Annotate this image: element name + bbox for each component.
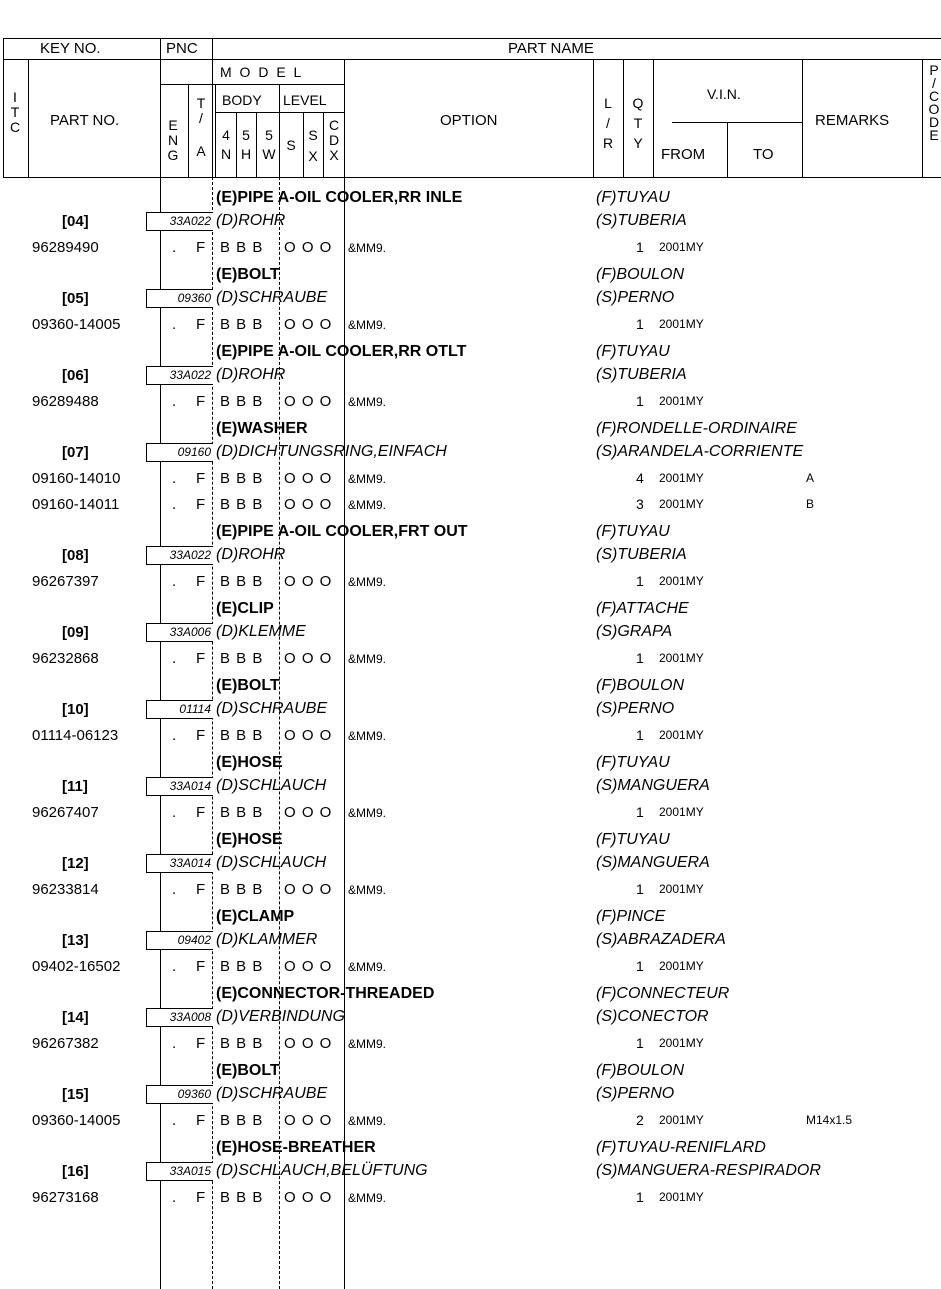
german-name: (D)SCHLAUCH xyxy=(216,776,327,794)
french-name: (F)BOULON xyxy=(596,266,684,283)
option-code: &MM9. xyxy=(348,1113,387,1128)
german-name: (D)SCHLAUCH,BELÜFTUNG xyxy=(216,1161,428,1179)
key-number: [14] xyxy=(62,1008,89,1026)
remarks: A xyxy=(806,471,815,485)
eng-code: . xyxy=(172,726,177,744)
quantity: 1 xyxy=(636,572,644,589)
eng-code: . xyxy=(172,1188,177,1206)
french-name: (F)TUYAU xyxy=(596,343,670,360)
level-codes: O O O xyxy=(284,572,333,590)
part-number: 96267397 xyxy=(32,572,99,590)
spanish-name: (S)TUBERIA xyxy=(596,545,687,563)
pnc-code: 33A022 xyxy=(146,366,213,385)
body-codes: B B B xyxy=(220,393,264,410)
part-number: 09160-14011 xyxy=(32,495,120,513)
part-number: 96273168 xyxy=(32,1188,99,1206)
german-name: (D)SCHLAUCH xyxy=(216,853,327,871)
quantity: 1 xyxy=(636,1188,644,1205)
quantity: 1 xyxy=(636,316,644,332)
option-code: &MM9. xyxy=(348,241,387,255)
body-codes: B B B xyxy=(220,1111,264,1129)
level-codes: O O O xyxy=(284,957,333,975)
ta-code: F xyxy=(196,1111,206,1129)
level-codes: O O O xyxy=(284,470,333,487)
level-codes: O O O xyxy=(284,393,333,410)
pnc-header: PNC xyxy=(166,40,198,57)
option-header: OPTION xyxy=(440,112,498,129)
eng-code: . xyxy=(172,803,177,821)
eng-code: . xyxy=(172,572,177,590)
key-number: [04] xyxy=(62,213,89,230)
pnc-code: 33A022 xyxy=(146,212,213,231)
quantity: 1 xyxy=(636,880,644,897)
quantity: 1 xyxy=(636,239,644,255)
german-name: (D)SCHRAUBE xyxy=(216,1084,328,1102)
ta-code: F xyxy=(196,803,206,821)
body-header: BODY xyxy=(222,92,262,108)
key-number: [07] xyxy=(62,444,89,461)
vin-from: 2001MY xyxy=(659,958,704,973)
body-codes: B B B xyxy=(220,726,264,744)
part-number: 96289488 xyxy=(32,393,99,410)
ta-code: F xyxy=(196,880,206,898)
german-name: (D)SCHRAUBE xyxy=(216,289,328,306)
vin-from: 2001MY xyxy=(659,573,704,588)
part-number: 96267407 xyxy=(32,803,99,821)
eng-header: E N G xyxy=(167,117,179,163)
body-col-5h: 5 H xyxy=(240,127,252,162)
ta-header: T / A xyxy=(196,95,206,159)
key-number: [13] xyxy=(62,931,89,949)
part-no-header: PART NO. xyxy=(50,112,120,129)
key-number: [08] xyxy=(62,546,89,564)
body-codes: B B B xyxy=(220,495,264,513)
pnc-code: 33A015 xyxy=(146,1162,213,1181)
german-name: (D)ROHR xyxy=(216,212,286,229)
part-name-header: PART NAME xyxy=(508,40,594,57)
option-code: &MM9. xyxy=(348,959,387,974)
option-code: &MM9. xyxy=(348,497,387,512)
english-name: (E)PIPE A-OIL COOLER,RR OTLT xyxy=(216,343,467,360)
english-name: (E)HOSE xyxy=(216,753,283,771)
level-col-s: S xyxy=(286,137,296,153)
quantity: 1 xyxy=(636,649,644,666)
option-code: &MM9. xyxy=(348,1190,387,1205)
part-number: 09360-14005 xyxy=(32,1111,121,1129)
body-codes: B B B xyxy=(220,1188,264,1206)
ta-code: F xyxy=(196,316,206,333)
pnc-code: 09360 xyxy=(146,289,213,308)
body-codes: B B B xyxy=(220,649,264,667)
german-name: (D)DICHTUNGSRING,EINFACH xyxy=(216,443,447,460)
part-number: 96233814 xyxy=(32,880,99,898)
pnc-code: 09160 xyxy=(146,443,213,462)
ta-code: F xyxy=(196,649,206,667)
english-name: (E)HOSE-BREATHER xyxy=(216,1138,376,1156)
lr-header: L / R xyxy=(602,95,614,151)
quantity: 2 xyxy=(636,1111,644,1128)
ta-code: F xyxy=(196,1188,206,1206)
part-number: 01114-06123 xyxy=(32,726,119,744)
english-name: (E)CLAMP xyxy=(216,907,295,925)
english-name: (E)WASHER xyxy=(216,420,308,437)
option-code: &MM9. xyxy=(348,318,387,332)
quantity: 1 xyxy=(636,957,644,974)
level-codes: O O O xyxy=(284,726,333,744)
key-no-header: KEY NO. xyxy=(40,40,101,57)
quantity: 1 xyxy=(636,1034,644,1051)
eng-code: . xyxy=(172,316,177,333)
ta-code: F xyxy=(196,470,206,487)
spanish-name: (S)TUBERIA xyxy=(596,366,687,383)
spanish-name: (S)PERNO xyxy=(596,1084,675,1102)
pnc-code: 33A006 xyxy=(146,623,213,642)
level-header: LEVEL xyxy=(283,92,327,108)
model-header: M O D E L xyxy=(220,64,304,80)
level-codes: O O O xyxy=(284,495,333,513)
part-number: 96267382 xyxy=(32,1034,99,1052)
pnc-code: 09402 xyxy=(146,931,213,950)
french-name: (F)TUYAU xyxy=(596,830,670,848)
level-col-sx: S X xyxy=(308,127,318,164)
option-code: &MM9. xyxy=(348,395,387,409)
eng-code: . xyxy=(172,649,177,667)
vin-from: 2001MY xyxy=(659,394,704,408)
level-codes: O O O xyxy=(284,803,333,821)
body-codes: B B B xyxy=(220,239,264,256)
french-name: (F)RONDELLE-ORDINAIRE xyxy=(596,420,797,437)
part-number: 09360-14005 xyxy=(32,316,121,333)
quantity: 1 xyxy=(636,393,644,409)
vin-from: 2001MY xyxy=(659,1189,704,1204)
itc-header: I T C xyxy=(9,89,21,135)
english-name: (E)PIPE A-OIL COOLER,RR INLE xyxy=(216,189,463,206)
option-code: &MM9. xyxy=(348,1036,387,1051)
vin-from: 2001MY xyxy=(659,881,704,896)
key-number: [10] xyxy=(62,700,89,718)
pnc-code: 33A022 xyxy=(146,546,213,565)
spanish-name: (S)CONECTOR xyxy=(596,1007,709,1025)
level-codes: O O O xyxy=(284,1111,333,1129)
ta-code: F xyxy=(196,1034,206,1052)
body-codes: B B B xyxy=(220,880,264,898)
ta-code: F xyxy=(196,572,206,590)
english-name: (E)CLIP xyxy=(216,599,274,617)
part-number: 96232868 xyxy=(32,649,99,667)
english-name: (E)PIPE A-OIL COOLER,FRT OUT xyxy=(216,522,468,540)
level-codes: O O O xyxy=(284,1034,333,1052)
key-number: [06] xyxy=(62,367,89,384)
french-name: (F)TUYAU xyxy=(596,189,670,206)
level-codes: O O O xyxy=(284,316,333,333)
english-name: (E)HOSE xyxy=(216,830,283,848)
vin-from: 2001MY xyxy=(659,496,704,511)
english-name: (E)BOLT xyxy=(216,676,280,694)
german-name: (D)ROHR xyxy=(216,545,286,563)
spanish-name: (S)GRAPA xyxy=(596,622,673,640)
german-name: (D)SCHRAUBE xyxy=(216,699,328,717)
quantity: 4 xyxy=(636,470,644,486)
remarks: B xyxy=(806,496,815,511)
part-number: 09160-14010 xyxy=(32,470,121,487)
level-codes: O O O xyxy=(284,1188,333,1206)
vin-from: 2001MY xyxy=(659,727,704,742)
english-name: (E)BOLT xyxy=(216,1061,280,1079)
quantity: 3 xyxy=(636,495,644,512)
french-name: (F)TUYAU xyxy=(596,753,670,771)
option-code: &MM9. xyxy=(348,805,387,820)
body-codes: B B B xyxy=(220,316,264,333)
german-name: (D)KLAMMER xyxy=(216,930,318,948)
body-codes: B B B xyxy=(220,572,264,590)
option-code: &MM9. xyxy=(348,574,387,589)
body-codes: B B B xyxy=(220,1034,264,1052)
part-number: 09402-16502 xyxy=(32,957,121,975)
quantity: 1 xyxy=(636,803,644,820)
french-name: (F)PINCE xyxy=(596,907,666,925)
ta-code: F xyxy=(196,393,206,410)
spanish-name: (S)TUBERIA xyxy=(596,212,687,229)
french-name: (F)CONNECTEUR xyxy=(596,984,730,1002)
body-codes: B B B xyxy=(220,470,264,487)
eng-code: . xyxy=(172,957,177,975)
eng-code: . xyxy=(172,1111,177,1129)
remarks-header: REMARKS xyxy=(815,112,890,129)
key-number: [16] xyxy=(62,1162,89,1180)
vin-from: 2001MY xyxy=(659,240,704,254)
key-number: [15] xyxy=(62,1085,89,1103)
option-code: &MM9. xyxy=(348,472,387,486)
german-name: (D)KLEMME xyxy=(216,622,306,640)
key-number: [11] xyxy=(62,777,88,795)
ta-code: F xyxy=(196,495,206,513)
french-name: (F)TUYAU xyxy=(596,522,670,540)
key-number: [09] xyxy=(62,623,89,641)
pnc-code: 01114 xyxy=(146,700,213,719)
eng-code: . xyxy=(172,470,177,487)
ta-code: F xyxy=(196,957,206,975)
vin-header: V.I.N. xyxy=(707,86,741,102)
vin-from: 2001MY xyxy=(659,650,704,665)
vin-from: 2001MY xyxy=(659,804,704,819)
vin-from-header: FROM xyxy=(661,146,706,163)
spanish-name: (S)PERNO xyxy=(596,699,675,717)
level-codes: O O O xyxy=(284,239,333,256)
ta-code: F xyxy=(196,726,206,744)
pnc-code: 33A008 xyxy=(146,1008,213,1027)
spanish-name: (S)MANGUERA xyxy=(596,853,710,871)
level-codes: O O O xyxy=(284,880,333,898)
pnc-code: 33A014 xyxy=(146,777,213,796)
french-name: (F)TUYAU-RENIFLARD xyxy=(596,1138,766,1156)
vin-from: 2001MY xyxy=(659,1035,704,1050)
german-name: (D)ROHR xyxy=(216,366,286,383)
spanish-name: (S)MANGUERA-RESPIRADOR xyxy=(596,1161,821,1179)
key-number: [05] xyxy=(62,290,89,307)
body-codes: B B B xyxy=(220,803,264,821)
ta-code: F xyxy=(196,239,206,256)
german-name: (D)VERBINDUNG xyxy=(216,1007,345,1025)
vin-to-header: TO xyxy=(753,146,774,163)
body-col-5w: 5 W xyxy=(262,127,276,162)
spanish-name: (S)ABRAZADERA xyxy=(596,930,726,948)
eng-code: . xyxy=(172,880,177,898)
french-name: (F)BOULON xyxy=(596,1061,684,1079)
english-name: (E)CONNECTOR-THREADED xyxy=(216,984,435,1002)
vin-from: 2001MY xyxy=(659,317,704,331)
level-codes: O O O xyxy=(284,649,333,667)
french-name: (F)ATTACHE xyxy=(596,599,689,617)
pnc-code: 09360 xyxy=(146,1085,213,1104)
body-col-4n: 4 N xyxy=(220,127,232,162)
spanish-name: (S)MANGUERA xyxy=(596,776,710,794)
spanish-name: (S)PERNO xyxy=(596,289,675,306)
eng-code: . xyxy=(172,495,177,513)
remarks: M14x1.5 xyxy=(806,1112,853,1127)
quantity: 1 xyxy=(636,726,644,743)
qty-header: Q T Y xyxy=(632,95,644,151)
option-code: &MM9. xyxy=(348,728,387,743)
vin-from: 2001MY xyxy=(659,471,704,485)
eng-code: . xyxy=(172,1034,177,1052)
option-code: &MM9. xyxy=(348,651,387,666)
french-name: (F)BOULON xyxy=(596,676,684,694)
pcode-header: P / C O D E xyxy=(928,62,940,143)
option-code: &MM9. xyxy=(348,882,387,897)
english-name: (E)BOLT xyxy=(216,266,280,283)
pnc-code: 33A014 xyxy=(146,854,213,873)
vin-from: 2001MY xyxy=(659,1112,704,1127)
level-col-cdx: C D X xyxy=(328,117,340,163)
part-number: 96289490 xyxy=(32,239,99,256)
key-number: [12] xyxy=(62,854,89,872)
spanish-name: (S)ARANDELA-CORRIENTE xyxy=(596,443,804,460)
eng-code: . xyxy=(172,393,177,410)
body-codes: B B B xyxy=(220,957,264,975)
eng-code: . xyxy=(172,239,177,256)
